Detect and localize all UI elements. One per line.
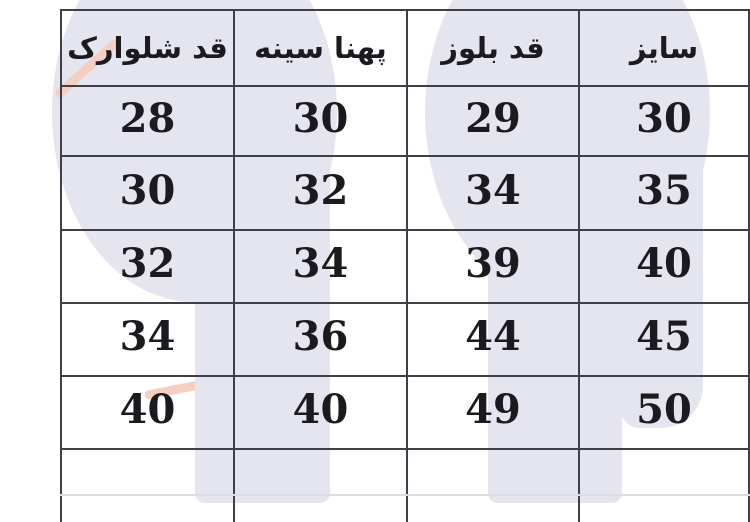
size-chart-cell: 28 — [61, 86, 234, 156]
size-chart-cell: 40 — [579, 230, 749, 303]
size-chart-row — [61, 303, 749, 376]
size-chart-cell: 29 — [407, 86, 579, 156]
size-chart-row — [61, 495, 749, 522]
size-chart-cell — [234, 495, 407, 522]
size-chart-cell: 34 — [407, 156, 579, 230]
size-chart-cell: 36 — [234, 303, 407, 376]
size-chart-row — [61, 86, 749, 156]
size-chart-cell: 32 — [61, 230, 234, 303]
size-chart-cell: 45 — [579, 303, 749, 376]
size-chart-cell: 34 — [234, 230, 407, 303]
size-chart-cell — [407, 449, 579, 495]
size-chart-cell: 35 — [579, 156, 749, 230]
size-chart-cell — [579, 449, 749, 495]
size-chart-row — [61, 230, 749, 303]
size-chart-cell: 50 — [579, 376, 749, 449]
size-chart-row — [61, 376, 749, 449]
size-chart-row — [61, 449, 749, 495]
size-chart-cell: 39 — [407, 230, 579, 303]
size-chart-cell: 32 — [234, 156, 407, 230]
size-chart-cell — [61, 449, 234, 495]
size-chart-cell — [579, 495, 749, 522]
size-chart-table — [60, 9, 750, 522]
size-chart-cell: 40 — [61, 376, 234, 449]
size-chart-cell: 40 — [234, 376, 407, 449]
header-row — [61, 10, 749, 86]
size-chart-cell — [61, 495, 234, 522]
size-chart-cell: 49 — [407, 376, 579, 449]
size-chart-cell — [234, 449, 407, 495]
size-chart-cell: 44 — [407, 303, 579, 376]
header-chest-width: پهنا سینه — [234, 10, 407, 86]
header-size: سایز — [579, 10, 749, 86]
size-chart-cell: 34 — [61, 303, 234, 376]
size-chart-cell: 30 — [234, 86, 407, 156]
header-shorts-length: قد شلوارک — [61, 10, 234, 86]
header-blouse-length: قد بلوز — [407, 10, 579, 86]
size-chart-cell: 30 — [61, 156, 234, 230]
size-chart-cell: 30 — [579, 86, 749, 156]
size-chart-cell — [407, 495, 579, 522]
size-chart-row — [61, 156, 749, 230]
